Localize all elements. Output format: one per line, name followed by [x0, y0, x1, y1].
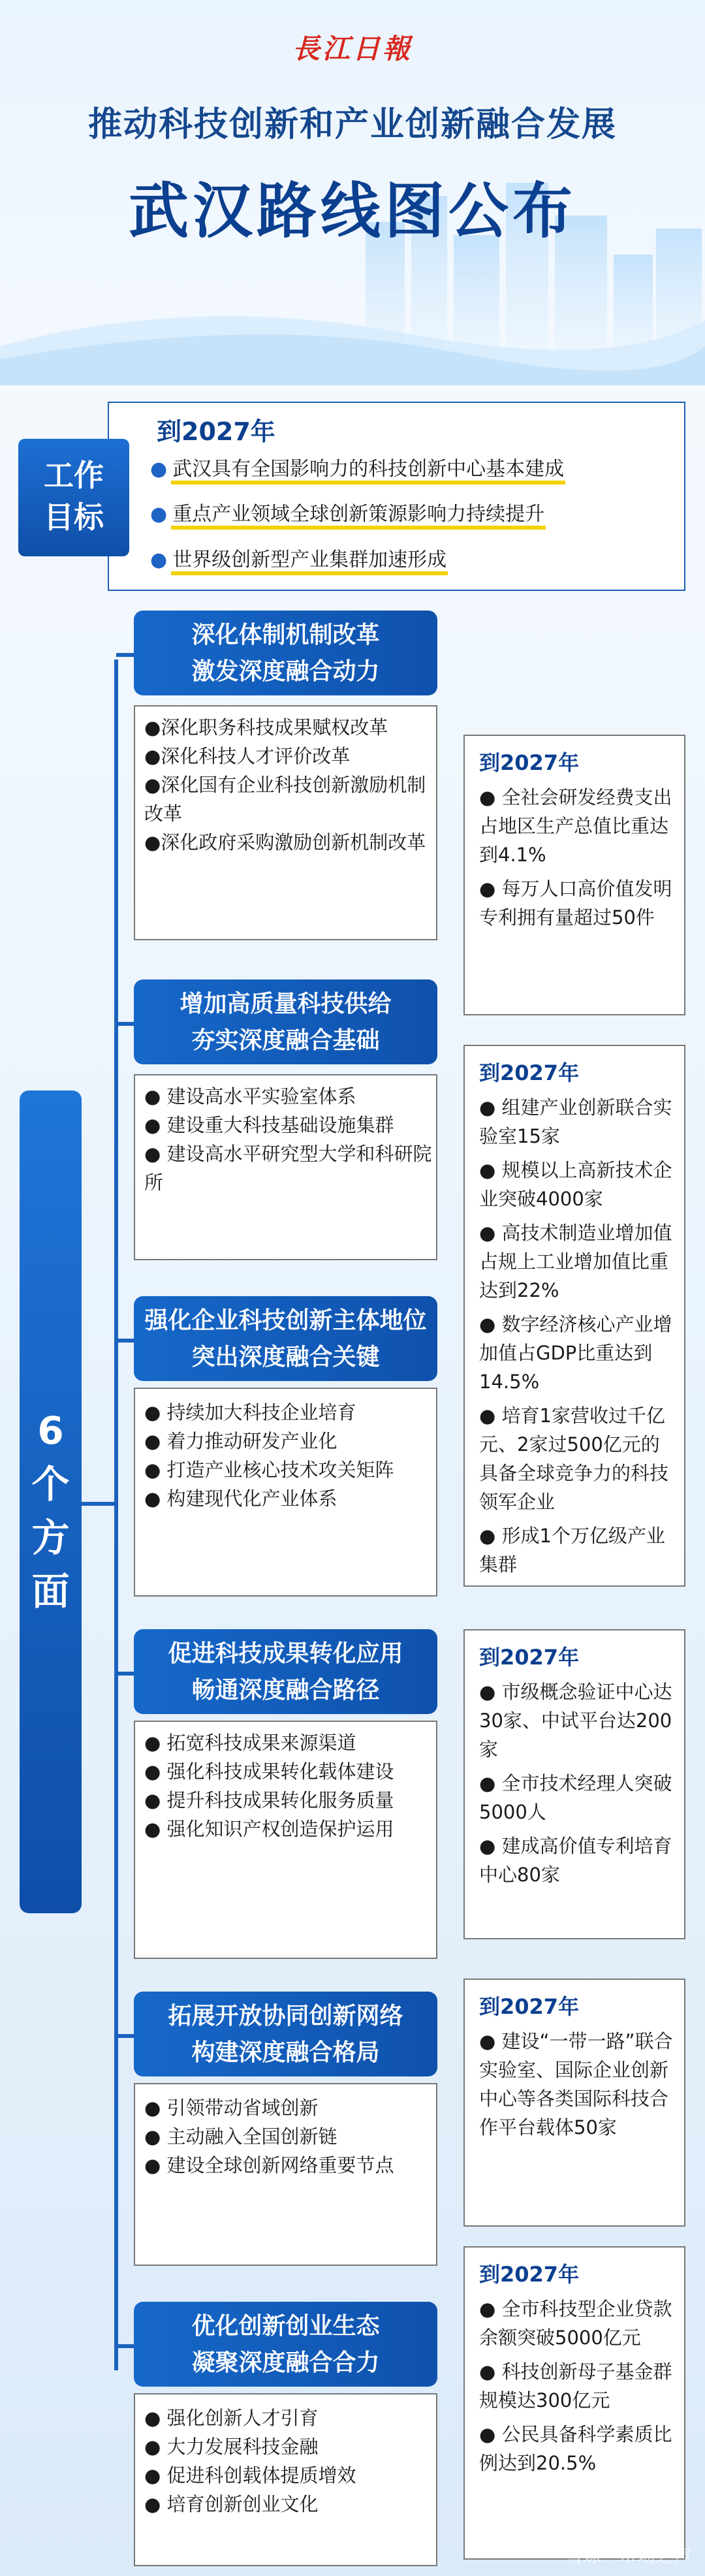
goal-item: ● 武汉具有全国影响力的科技创新中心基本建成	[150, 453, 565, 481]
section-connector	[116, 1672, 136, 1676]
section-title: 强化企业科技创新主体地位 突出深度融合关键	[134, 1296, 437, 1381]
six-aspects-label: 6 个 方 面	[20, 1090, 82, 1913]
goal-item: ● 世界级创新型产业集群加速形成	[150, 543, 448, 572]
section-items: ● 引领带动省域创新 ● 主动融入全国创新链 ● 建设全球创新网络重要节点	[134, 2083, 437, 2266]
section-title: 优化创新创业生态 凝聚深度融合合力	[134, 2302, 437, 2387]
headline-subtitle: 推动科技创新和产业创新融合发展	[87, 105, 617, 144]
section-targets: 到2027年 ● 组建产业创新联合实验室15家 ● 规模以上高新技术企业突破4000家 ● 高技术制造业增加值占规上工业增加值比重达到22% ● 数字经济核心产业增加值占GDP比重达到14.5% ● 培育1家营收过千亿元、2家过500亿元的具备全球竞争力的科技领军企业 ● 形成1个万亿级产业集群	[463, 1045, 685, 1587]
section-connector	[116, 1022, 136, 1026]
section-title: 拓展开放协同创新网络 构建深度融合格局	[134, 1992, 437, 2076]
headline-title: 武汉路线图公布	[128, 176, 576, 246]
goals-badge: 工作 目标	[18, 439, 129, 556]
section-connector	[116, 2034, 136, 2038]
goals-title: 到2027年	[157, 417, 275, 446]
section-title: 促进科技成果转化应用 畅通深度融合路径	[134, 1629, 437, 1714]
section-items: ● 持续加大科技企业培育 ● 着力推动研发产业化 ● 打造产业核心技术攻关矩阵 ● 构建现代化产业体系	[134, 1388, 437, 1597]
section-targets: 到2027年 ● 建设“一带一路”联合实验室、国际企业创新中心等各类国际科技合作平台载体50家	[463, 1979, 685, 2227]
timeline-connector	[114, 660, 118, 2370]
section-title: 增加高质量科技供给 夯实深度融合基础	[134, 979, 437, 1064]
section-items: ●深化职务科技成果赋权改革 ●深化科技人才评价改革 ●深化国有企业科技创新激励机制改革 ●深化政府采购激励创新机制改革	[134, 705, 437, 940]
section-targets: 到2027年 ● 全市科技型企业贷款余额突破5000亿元 ● 科技创新母子基金群规模达300亿元 ● 公民具备科学素质比例达到20.5%	[463, 2246, 685, 2560]
watermark: 雪球 · 市场之声	[565, 2545, 692, 2567]
section-connector	[116, 1339, 136, 1343]
section-connector	[116, 653, 136, 657]
section-items: ● 强化创新人才引育 ● 大力发展科技金融 ● 促进科创载体提质增效 ● 培育创新创业文化	[134, 2393, 437, 2566]
goal-item: ● 重点产业领域全球创新策源影响力持续提升	[150, 498, 546, 526]
section-targets: 到2027年 ● 市级概念验证中心达30家、中试平台达200家 ● 全市技术经理人突破5000人 ● 建成高价值专利培育中心80家	[463, 1629, 685, 1939]
label-connector	[78, 1502, 118, 1506]
section-items: ● 建设高水平实验室体系 ● 建设重大科技基础设施集群 ● 建设高水平研究型大学和科研院所	[134, 1074, 437, 1260]
newspaper-logo: 長江日報	[292, 33, 413, 65]
section-title: 深化体制机制改革 激发深度融合动力	[134, 611, 437, 695]
section-items: ● 拓宽科技成果来源渠道 ● 强化科技成果转化载体建设 ● 提升科技成果转化服务质量 ● 强化知识产权创造保护运用	[134, 1721, 437, 1959]
section-targets: 到2027年 ● 全社会研发经费支出占地区生产总值比重达到4.1% ● 每万人口高价值发明专利拥有量超过50件	[463, 735, 685, 1015]
section-connector	[116, 2344, 136, 2348]
